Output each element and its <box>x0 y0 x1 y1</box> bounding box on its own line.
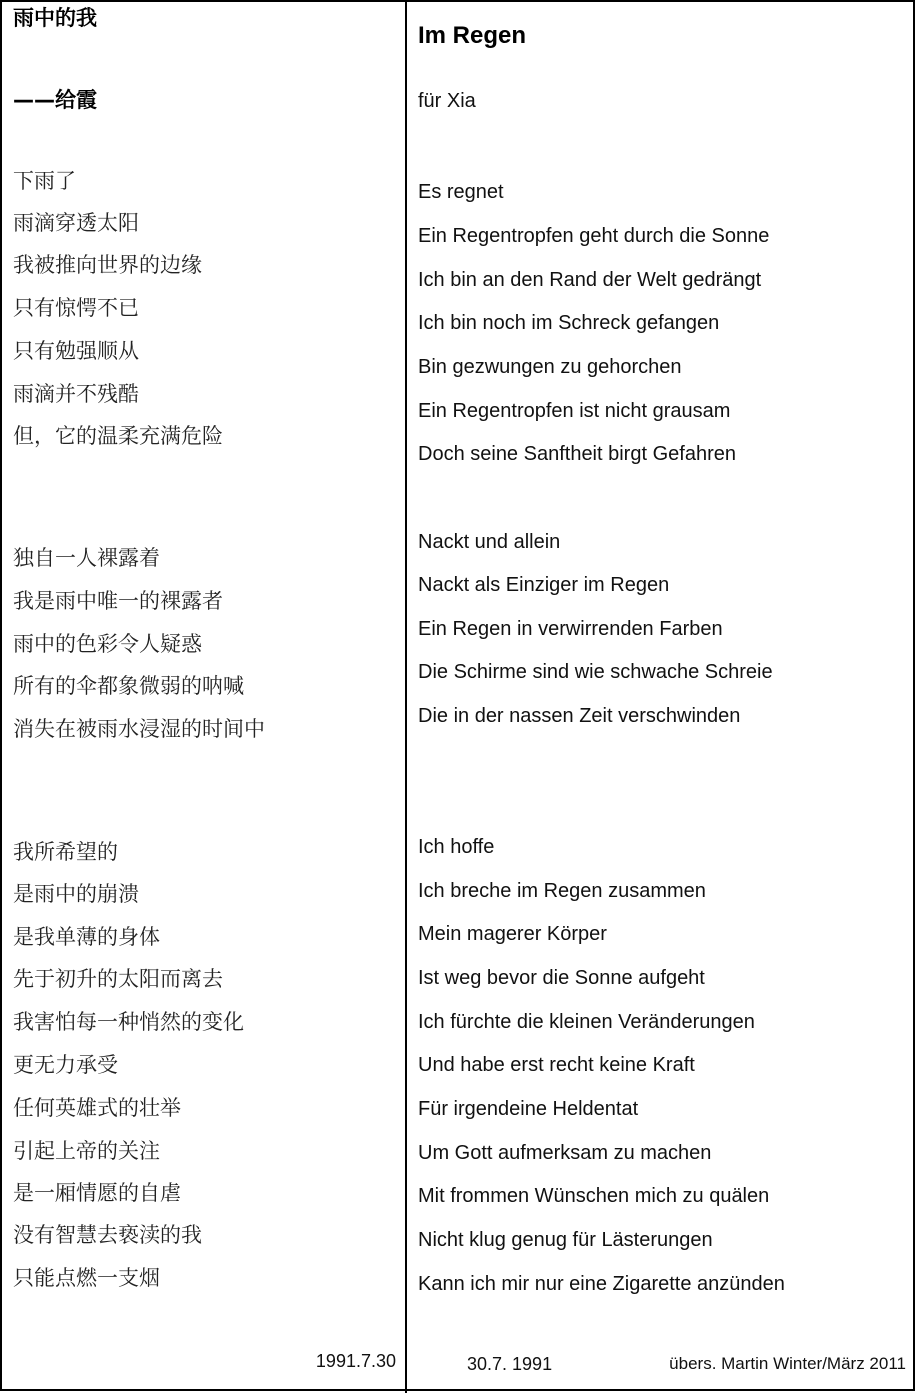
german-date: 30.7. 1991 <box>467 1354 553 1374</box>
de-line: Nackt als Einziger im Regen <box>418 574 670 596</box>
chinese-column <box>2 2 405 1393</box>
zh-line: 只能点燃一支烟 <box>13 1266 160 1290</box>
zh-line: 任何英雄式的壮举 <box>13 1096 181 1120</box>
zh-line: 我是雨中唯一的裸露者 <box>13 589 223 613</box>
german-title: Im Regen <box>418 22 527 49</box>
zh-line: 先于初升的太阳而离去 <box>13 967 223 991</box>
de-line: Ein Regentropfen geht durch die Sonne <box>418 225 770 247</box>
de-line: Mein magerer Körper <box>418 923 607 945</box>
chinese-dedication: ——给霞 <box>13 88 97 112</box>
de-line: Ist weg bevor die Sonne aufgeht <box>418 967 705 989</box>
zh-line: 我所希望的 <box>13 840 118 864</box>
de-line: Um Gott aufmerksam zu machen <box>418 1142 712 1164</box>
translator-credit: übers. Martin Winter/März 2011 <box>669 1354 906 1373</box>
zh-line: 是我单薄的身体 <box>13 925 160 949</box>
zh-line: 但，它的温柔充满危险 <box>13 424 223 448</box>
de-line: Ein Regen in verwirrenden Farben <box>418 618 723 640</box>
zh-line: 更无力承受 <box>13 1053 118 1077</box>
de-line: Doch seine Sanftheit birgt Gefahren <box>418 443 736 465</box>
zh-line: 消失在被雨水浸湿的时间中 <box>13 717 265 741</box>
german-column <box>407 2 915 1393</box>
de-line: Und habe erst recht keine Kraft <box>418 1054 695 1076</box>
de-line: Ich breche im Regen zusammen <box>418 880 706 902</box>
zh-line: 独自一人裸露着 <box>13 546 160 570</box>
zh-line: 下雨了 <box>13 169 76 193</box>
chinese-date: 1991.7.30 <box>315 1351 396 1371</box>
zh-line: 是一厢情愿的自虐 <box>13 1181 181 1205</box>
de-line: Ich bin an den Rand der Welt gedrängt <box>418 269 762 291</box>
de-line: Mit frommen Wünschen mich zu quälen <box>418 1185 770 1207</box>
zh-line: 是雨中的崩溃 <box>13 882 139 906</box>
german-dedication: für Xia <box>418 90 476 112</box>
de-line: Für irgendeine Heldentat <box>418 1098 639 1120</box>
zh-line: 只有勉强顺从 <box>13 339 139 363</box>
zh-line: 所有的伞都象微弱的呐喊 <box>13 674 244 698</box>
de-line: Die Schirme sind wie schwache Schreie <box>418 661 773 683</box>
zh-line: 我被推向世界的边缘 <box>13 253 202 277</box>
de-line: Nackt und allein <box>418 531 561 553</box>
de-line: Ich bin noch im Schreck gefangen <box>418 312 720 334</box>
de-line: Es regnet <box>418 181 504 203</box>
de-line: Nicht klug genug für Lästerungen <box>418 1229 713 1251</box>
zh-line: 引起上帝的关注 <box>13 1139 160 1163</box>
zh-line: 只有惊愕不已 <box>13 296 139 320</box>
de-line: Ein Regentropfen ist nicht grausam <box>418 400 731 422</box>
zh-line: 没有智慧去亵渎的我 <box>13 1223 202 1247</box>
zh-line: 我害怕每一种悄然的变化 <box>13 1010 244 1034</box>
de-line: Kann ich mir nur eine Zigarette anzünden <box>418 1273 785 1295</box>
de-line: Ich fürchte die kleinen Veränderungen <box>418 1011 755 1033</box>
chinese-title: 雨中的我 <box>13 6 97 30</box>
zh-line: 雨滴穿透太阳 <box>13 211 139 235</box>
de-line: Ich hoffe <box>418 836 495 858</box>
zh-line: 雨中的色彩令人疑惑 <box>13 632 202 656</box>
de-line: Bin gezwungen zu gehorchen <box>418 356 682 378</box>
de-line: Die in der nassen Zeit verschwinden <box>418 705 741 727</box>
zh-line: 雨滴并不残酷 <box>13 382 139 406</box>
